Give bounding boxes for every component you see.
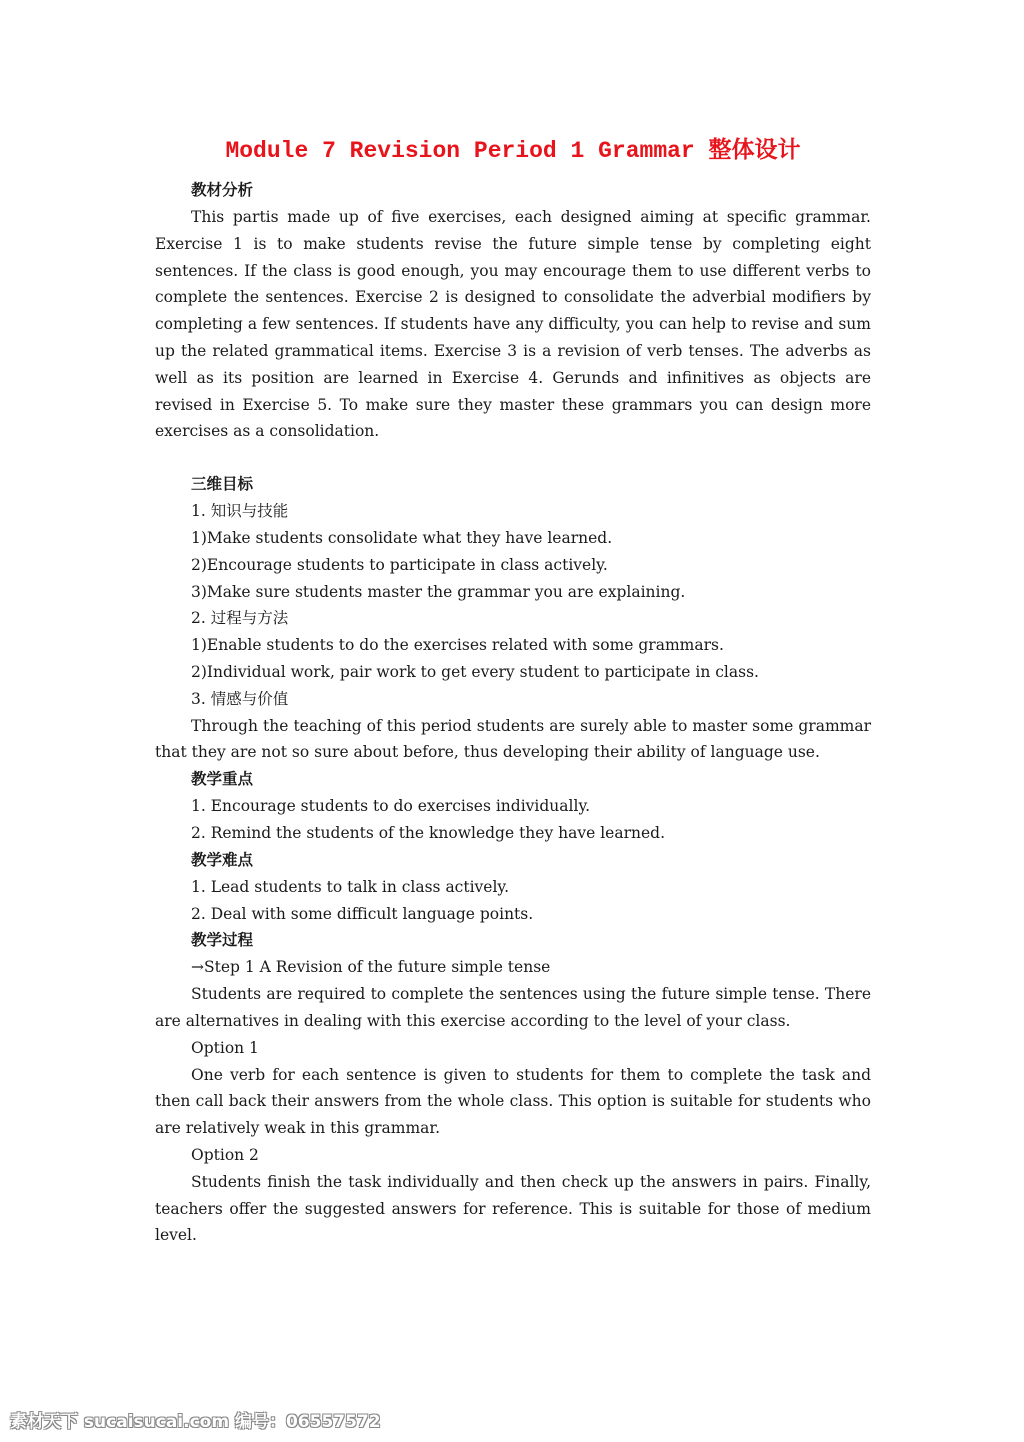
objective-item: 3)Make sure students master the grammar you are explaining. bbox=[191, 582, 686, 601]
objective-item: 1)Make students consolidate what they have learned. bbox=[191, 528, 613, 547]
objective-subheading-2: 2. 过程与方法 bbox=[191, 609, 289, 628]
analysis-paragraph: This partis made up of five exercises, each designed aiming at specific grammar. Exercise 1 is to make students revise the future simple tense by completing eight sentences. If the class is good enough, you may encourage them to use different verbs to complete the sentences. Exercise 2 is designed to consolidate the adverbial modifiers by completing a few sentences. If students have any difficulty, you can help to revise and sum up the related grammatical items. Exercise 3 is a revision of verb tenses. The adverbs as well as its position are learned in Exercise 4. Gerunds and infinitives as objects are revised in Exercise 5. To make sure they master these grammars you can design more exercises as a consolidation. bbox=[155, 208, 871, 441]
document-page bbox=[155, 135, 871, 1249]
watermark-footer: 素材天下 sucaisucai.com 编号：06557572 bbox=[10, 1412, 381, 1432]
document-title: Module 7 Revision Period 1 Grammar 整体设计 bbox=[225, 138, 801, 164]
section-heading-analysis: 教材分析 bbox=[191, 181, 254, 199]
section-heading-difficulties: 教学难点 bbox=[191, 850, 254, 869]
section-heading-objectives: 三维目标 bbox=[191, 475, 254, 494]
objective-item: 1)Enable students to do the exercises related with some grammars. bbox=[191, 636, 724, 655]
objective-item: 2)Individual work, pair work to get every student to participate in class. bbox=[191, 662, 759, 681]
option-2-paragraph: Students finish the task individually and then check up the answers in pairs. Finally, teachers offer the suggested answers for reference. This is suitable for those of medium level. bbox=[155, 1172, 871, 1245]
step-1-paragraph: Students are required to complete the sentences using the future simple tense. There are alternatives in dealing with this exercise according to the level of your class. bbox=[155, 985, 871, 1030]
section-heading-key-points: 教学重点 bbox=[191, 770, 254, 789]
section-spacer bbox=[155, 445, 871, 471]
objective-subheading-3: 3. 情感与价值 bbox=[191, 689, 289, 708]
process-step-1: →Step 1 A Revision of the future simple tense bbox=[191, 958, 551, 977]
option-1-label: Option 1 bbox=[191, 1038, 259, 1057]
key-point-item: 2. Remind the students of the knowledge they have learned. bbox=[191, 823, 665, 842]
objective-subheading-1: 1. 知识与技能 bbox=[191, 502, 289, 521]
difficulty-item: 2. Deal with some difficult language points. bbox=[191, 904, 534, 923]
section-heading-process: 教学过程 bbox=[191, 931, 254, 950]
option-2-label: Option 2 bbox=[191, 1145, 259, 1164]
objective-item: 2)Encourage students to participate in class actively. bbox=[191, 555, 608, 574]
difficulty-item: 1. Lead students to talk in class actively. bbox=[191, 877, 510, 896]
key-point-item: 1. Encourage students to do exercises individually. bbox=[191, 797, 591, 816]
objective-3-paragraph: Through the teaching of this period students are surely able to master some grammar that they are not so sure about before, thus developing their ability of language use. bbox=[155, 716, 871, 762]
option-1-paragraph: One verb for each sentence is given to students for them to complete the task and then call back their answers from the whole class. This option is suitable for students who are relatively weak in this grammar. bbox=[155, 1065, 871, 1138]
